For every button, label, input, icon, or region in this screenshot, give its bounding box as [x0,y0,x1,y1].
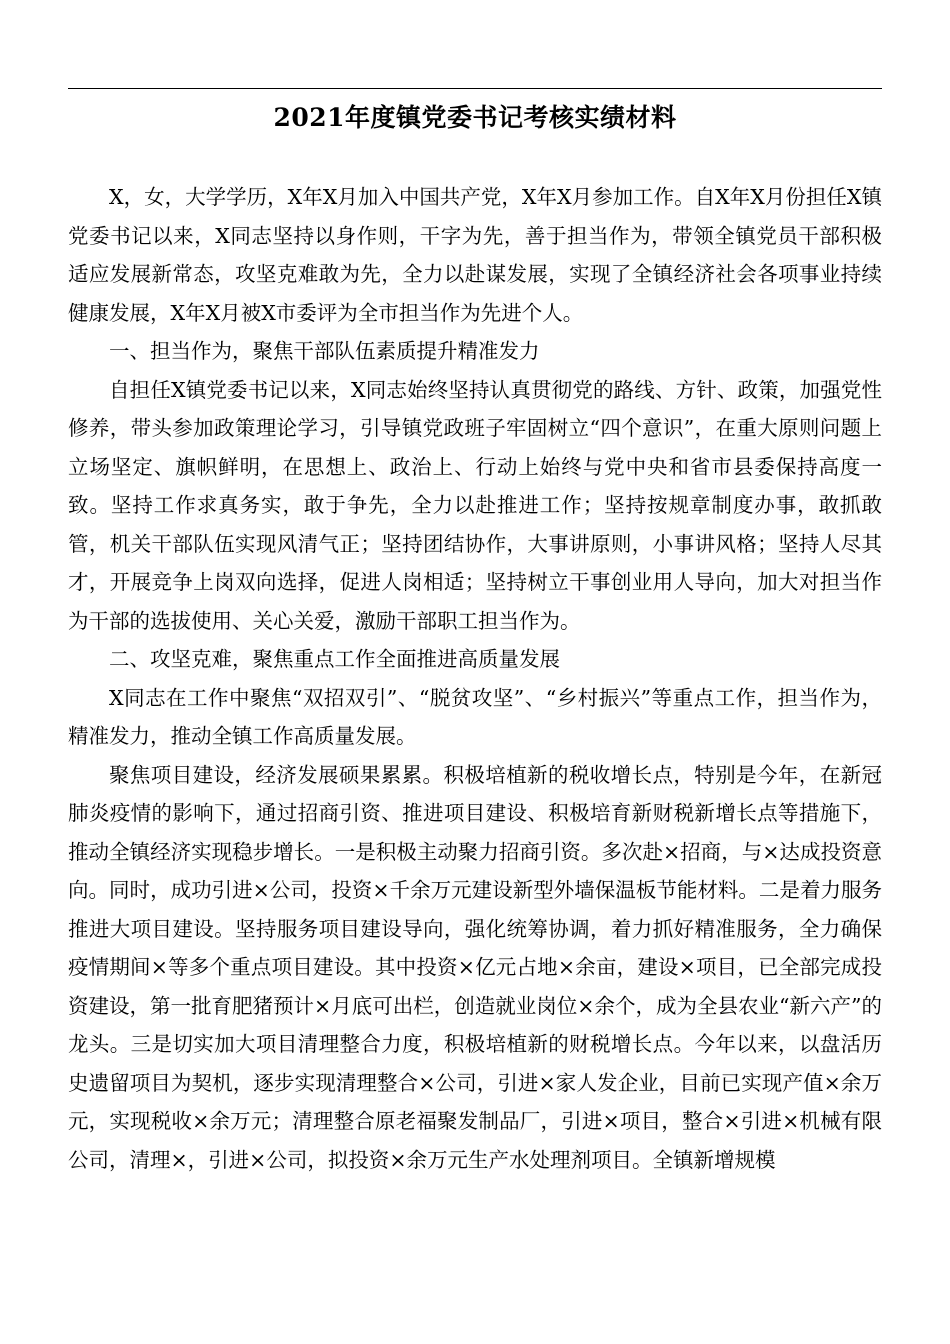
paragraph-intro: X，女，大学学历，X年X月加入中国共产党，X年X月参加工作。自X年X月份担任X镇党委书记以来，X同志坚持以身作则，干字为先，善于担当作为，带领全镇党员干部积极适应发展新常态，攻坚克难敢为先，全力以赴谋发展，实现了全镇经济社会各项事业持续健康发展，X年X月被X市委评为全市担当作为先进个人。 [68,185,882,325]
paragraph-section-1: 自担任X镇党委书记以来，X同志始终坚持认真贯彻党的路线、方针、政策，加强党性修养，带头参加政策理论学习，引导镇党政班子牢固树立“四个意识”，在重大原则问题上立场坚定、旗帜鲜明，在思想上、政治上、行动上始终与党中央和省市县委保持高度一致。坚持工作求真务实，敢于争先，全力以赴推进工作；坚持按规章制度办事，敢抓敢管，机关干部队伍实现风清气正；坚持团结协作，大事讲原则，小事讲风格；坚持人尽其才，开展竞争上岗双向选择，促进人岗相适；坚持树立干事创业用人导向，加大对担当作为干部的选拔使用、关心关爱，激励干部职工担当作为。 [68,377,882,633]
section-heading-2: 二、攻坚克难，聚焦重点工作全面推进高质量发展 [109,647,560,671]
header-rule [68,88,882,89]
section-heading-1: 一、担当作为，聚焦干部队伍素质提升精准发力 [109,339,540,363]
document-body [68,178,882,1179]
document-title: 2021年度镇党委书记考核实绩材料 [273,103,677,132]
paragraph-section-2-intro: X同志在工作中聚焦“双招双引”、“脱贫攻坚”、“乡村振兴”等重点工作，担当作为，精准发力，推动全镇工作高质量发展。 [68,685,882,748]
paragraph-project-construction: 聚焦项目建设，经济发展硕果累累。积极培植新的税收增长点，特别是今年，在新冠肺炎疫情的影响下，通过招商引资、推进项目建设、积极培育新财税新增长点等措施下，推动全镇经济实现稳步增长。一是积极主动聚力招商引资。多次赴×招商，与×达成投资意向。同时，成功引进×公司，投资×千余万元建设新型外墙保温板节能材料。二是着力服务推进大项目建设。坚持服务项目建设导向，强化统筹协调，着力抓好精准服务，全力确保疫情期间×等多个重点项目建设。其中投资×亿元占地×余亩，建设×项目，已全部完成投资建设，第一批育肥猪预计×月底可出栏，创造就业岗位×余个，成为全县农业“新六产”的龙头。三是切实加大项目清理整合力度，积极培植新的财税增长点。今年以来，以盘活历史遗留项目为契机，逐步实现清理整合×公司，引进×家人发企业，目前已实现产值×余万元，实现税收×余万元；清理整合原老福聚发制品厂，引进×项目，整合×引进×机械有限公司，清理×，引进×公司，拟投资×余万元生产水处理剂项目。全镇新增规模 [68,762,882,1172]
